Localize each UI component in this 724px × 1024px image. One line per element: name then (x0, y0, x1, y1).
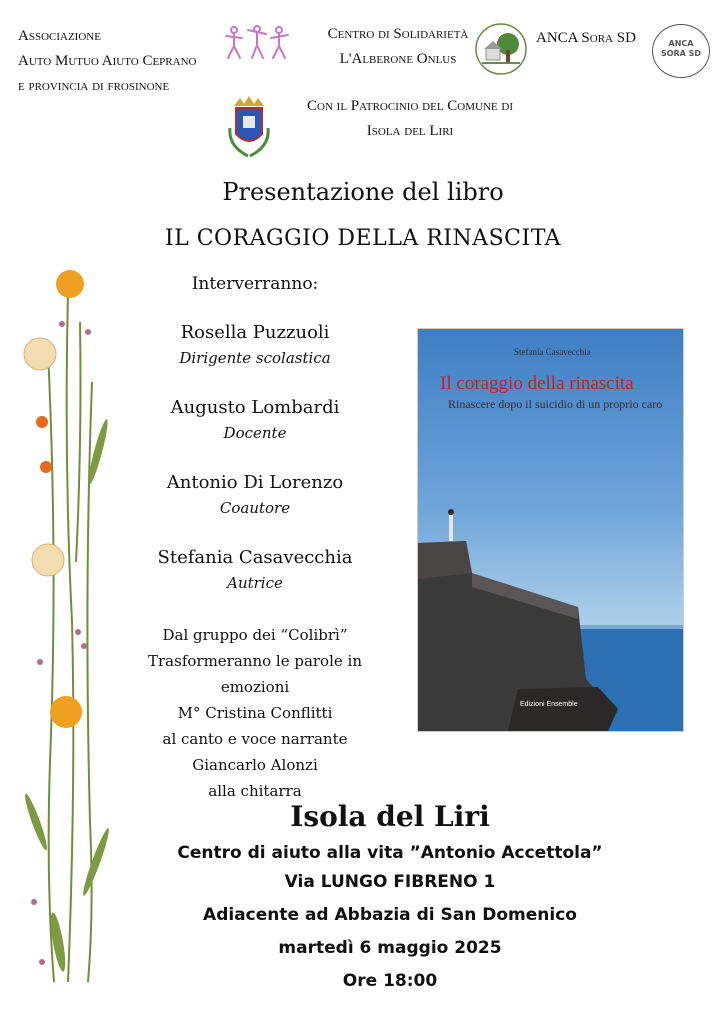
patronage (290, 94, 530, 144)
venue-city: Isola del Liri (290, 800, 490, 833)
patronage-line1: Con il Patrocinio del Comune di (307, 98, 513, 114)
cover-author: Stefania Casavecchia (514, 347, 591, 357)
org1-line1: Associazione (18, 28, 101, 44)
org1-line2: Auto Mutuo Aiuto Ceprano (18, 53, 197, 69)
venue-place: Centro di aiuto alla vita ”Antonio Accettola” (177, 843, 603, 863)
speaker-name: Stefania Casavecchia (157, 547, 353, 568)
music-line: Trasformeranno le parole in emozioni (148, 652, 362, 696)
speaker-name: Rosella Puzzuoli (180, 322, 330, 343)
speaker-role: Coautore (219, 499, 291, 517)
venue-street: Via LUNGO FIBRENO 1 (284, 872, 496, 892)
speaker-role: Docente (223, 424, 287, 442)
anca-logo (652, 24, 710, 78)
org2-line2: L'Alberone Onlus (339, 51, 457, 67)
venue-near: Adiacente ad Abbazia di San Domenico (203, 905, 577, 925)
event-time: Ore 18:00 (342, 971, 438, 991)
speaker-3 (130, 472, 380, 517)
event-date: martedì 6 maggio 2025 (278, 938, 502, 958)
book-cover-image (418, 329, 683, 731)
speaker-1 (130, 322, 380, 367)
municipal-crest-icon (226, 94, 272, 162)
music-line: Dal gruppo dei “Colibrì” (162, 626, 348, 644)
book-title-heading: IL CORAGGIO DELLA RINASCITA (164, 226, 562, 251)
org1-line3: e provincia di frosinone (18, 78, 170, 94)
org-anca: ANCA Sora SD (536, 30, 636, 46)
cover-publisher: Edizioni Ensemble (520, 701, 578, 708)
speaker-role: Autrice (227, 574, 283, 592)
dancing-figures-logo (222, 24, 292, 64)
music-credits (115, 622, 395, 804)
event-heading: Presentazione del libro (222, 178, 504, 206)
anca-logo-line2: SORA SD (660, 49, 702, 58)
music-line: M° Cristina Conflitti (177, 704, 333, 722)
alberone-logo (474, 22, 528, 76)
music-line: Giancarlo Alonzi (192, 756, 318, 774)
floral-border-illustration (18, 262, 110, 988)
anca-logo-line1: ANCA (668, 39, 694, 48)
speaker-role: Dirigente scolastica (179, 349, 331, 367)
cover-subtitle: Rinascere dopo il suicidio di un proprio caro (448, 397, 663, 411)
speaker-4 (130, 547, 380, 592)
cover-title: Il coraggio della rinascita (440, 373, 634, 394)
speaker-name: Augusto Lombardi (170, 397, 340, 418)
org-auto-mutuo-aiuto (18, 24, 228, 99)
org-alberone (318, 22, 478, 72)
music-line: alla chitarra (208, 782, 302, 800)
speakers-label: Interverranno: (191, 274, 319, 294)
org2-line1: Centro di Solidarietà (327, 26, 469, 42)
music-line: al canto e voce narrante (162, 730, 348, 748)
speaker-2 (130, 397, 380, 442)
patronage-line2: Isola del Liri (366, 123, 454, 139)
speaker-name: Antonio Di Lorenzo (166, 472, 344, 493)
